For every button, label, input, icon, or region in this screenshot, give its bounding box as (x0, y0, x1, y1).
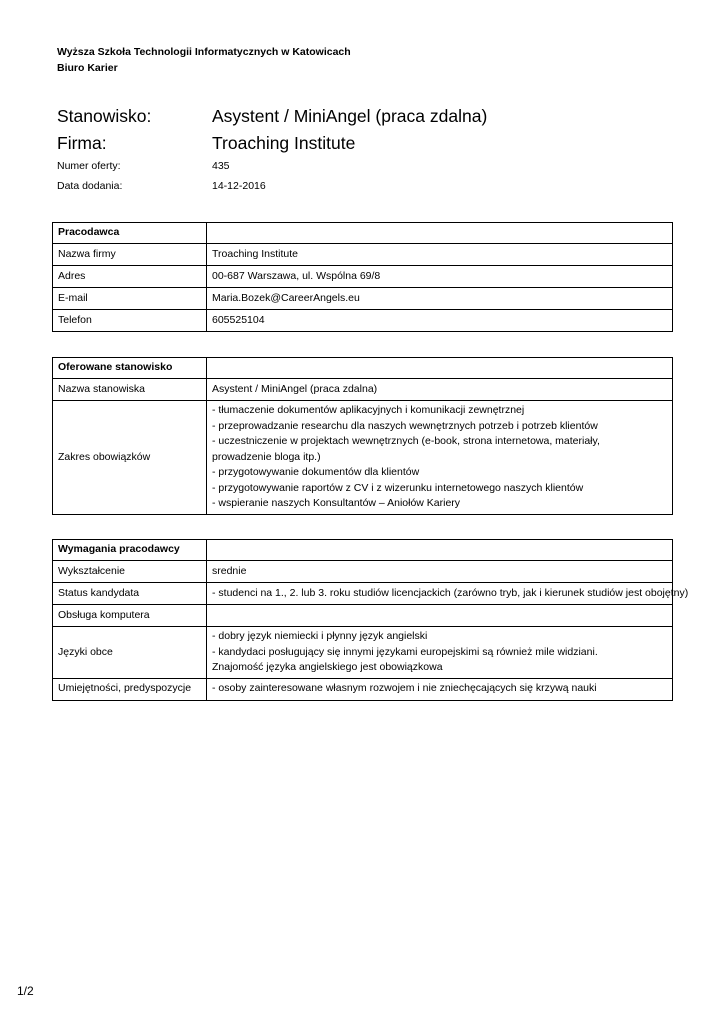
list-item: prowadzenie bloga itp.) (212, 450, 321, 463)
list-item: - przeprowadzanie researchu dla naszych wewnętrznych potrzeb i potrzeb klientów (212, 419, 598, 432)
requirements-heading: Wymagania pracodawcy (53, 540, 207, 561)
position-value: Asystent / MiniAngel (praca zdalna) (212, 106, 488, 126)
computer-skills-value (207, 605, 673, 627)
employer-table (52, 222, 673, 332)
row-label: E-mail (53, 288, 207, 310)
list-item: - uczestniczenie w projektach wewnętrznych (e-book, strona internetowa, materiały, (212, 435, 600, 447)
list-item: - kandydaci posługujący się innymi językami europejskimi są również mile widziani. (212, 645, 598, 658)
row-label: Telefon (53, 310, 207, 332)
table-row (53, 627, 673, 679)
date-added-row (57, 179, 266, 193)
row-label: Nazwa stanowiska (53, 379, 207, 401)
email-value: Maria.Bozek@CareerAngels.eu (207, 288, 673, 310)
table-header-row (53, 540, 673, 561)
date-added-label: Data dodania: (57, 180, 123, 192)
offer-number-value: 435 (212, 160, 230, 172)
list-item: - tłumaczenie dokumentów aplikacyjnych i komunikacji zewnętrznej (212, 404, 525, 416)
empty-header-cell (207, 223, 673, 244)
list-item: - przygotowywanie raportów z CV i z wizerunku internetowego naszych klientów (212, 481, 584, 494)
empty-header-cell (207, 358, 673, 379)
position-heading: Oferowane stanowisko (53, 358, 207, 379)
table-row (53, 244, 673, 266)
offer-number-row (57, 159, 230, 173)
requirements-table (52, 539, 689, 701)
table-row (53, 379, 673, 401)
company-value: Troaching Institute (212, 133, 356, 153)
address-value: 00-687 Warszawa, ul. Wspólna 69/8 (207, 266, 673, 288)
table-row (53, 266, 673, 288)
duties-list (207, 401, 673, 515)
company-name-value: Troaching Institute (207, 244, 673, 266)
list-item: - przygotowywanie dokumentów dla klientów (212, 466, 420, 478)
table-row (53, 288, 673, 310)
table-header-row (53, 358, 673, 379)
table-row (53, 605, 673, 627)
table-row (53, 401, 673, 515)
table-row (53, 583, 673, 605)
row-label: Umiejętności, predyspozycje (53, 678, 207, 700)
date-added-value: 14-12-2016 (212, 180, 266, 192)
school-name: Wyższa Szkoła Technologii Informatycznych w Katowicach (57, 46, 351, 58)
row-label: Adres (53, 266, 207, 288)
offer-number-label: Numer oferty: (57, 160, 121, 172)
table-row (53, 678, 673, 700)
skills-value: - osoby zainteresowane własnym rozwojem i nie zniechęcających się krzywą nauki (207, 678, 673, 700)
page-number: 1/2 (17, 984, 34, 998)
list-item: - wspieranie naszych Konsultantów – Aniołów Kariery (212, 497, 461, 509)
row-label: Zakres obowiązków (53, 401, 207, 515)
company-title-row (57, 132, 356, 154)
position-name-value: Asystent / MiniAngel (praca zdalna) (207, 379, 673, 401)
table-row (53, 310, 673, 332)
company-label: Firma: (57, 133, 107, 153)
table-row (53, 561, 673, 583)
list-item: Znajomość języka angielskiego jest obowiązkowa (212, 661, 443, 673)
position-label: Stanowisko: (57, 106, 152, 126)
candidate-status-value: - studenci na 1., 2. lub 3. roku studiów licencjackich (zarówno tryb, jak i kierunek studiów jest obojętny) (207, 583, 673, 605)
row-label: Języki obce (53, 627, 207, 679)
list-item: - dobry język niemiecki i płynny język angielski (212, 630, 428, 642)
table-header-row (53, 223, 673, 244)
office-name: Biuro Karier (57, 62, 118, 74)
row-label: Obsługa komputera (53, 605, 207, 627)
position-table (52, 357, 673, 515)
education-value: srednie (207, 561, 673, 583)
languages-list (207, 627, 673, 679)
row-label: Wykształcenie (53, 561, 207, 583)
empty-header-cell (207, 540, 673, 561)
employer-heading: Pracodawca (53, 223, 207, 244)
position-title-row (57, 105, 488, 127)
row-label: Nazwa firmy (53, 244, 207, 266)
phone-value: 605525104 (207, 310, 673, 332)
document-header (57, 44, 351, 76)
row-label: Status kandydata (53, 583, 207, 605)
